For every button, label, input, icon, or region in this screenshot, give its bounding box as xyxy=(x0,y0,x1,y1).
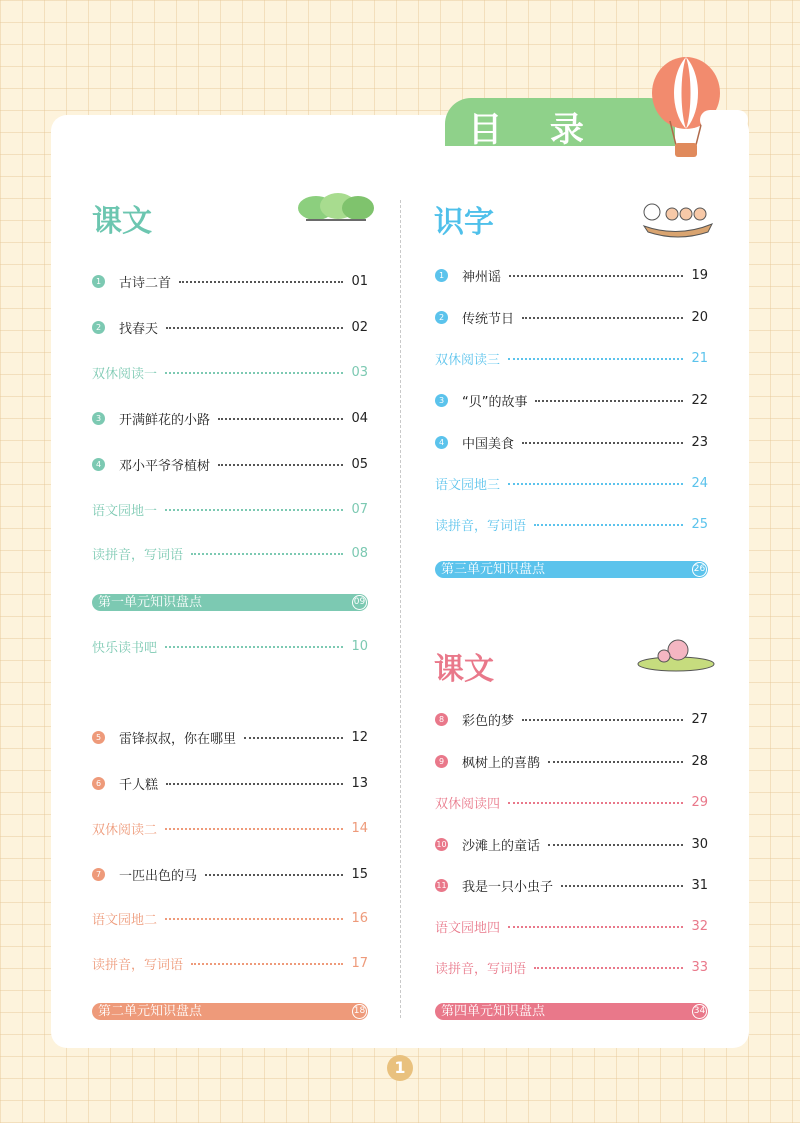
toc-row[interactable] xyxy=(92,409,368,427)
lesson-number-badge: 10 xyxy=(436,839,447,849)
toc-entry-page: 20 xyxy=(691,309,708,325)
lesson-number-badge: 2 xyxy=(435,311,448,324)
toc-row[interactable] xyxy=(92,272,368,290)
toc-entry-page: 21 xyxy=(691,350,708,366)
toc-entry-label: 双休阅读三 xyxy=(435,352,501,368)
column-divider xyxy=(400,200,401,1018)
toc-entry-label: 古诗二首 xyxy=(119,275,172,291)
dot-leader xyxy=(548,761,683,763)
toc-entry-label: 我是一只小虫子 xyxy=(462,879,554,895)
dot-leader xyxy=(191,553,343,555)
toc-entry-page: 32 xyxy=(691,918,708,934)
toc-row[interactable] xyxy=(92,363,368,381)
toc-row[interactable] xyxy=(435,876,708,894)
toc-row[interactable] xyxy=(92,637,368,655)
toc-entry-label: 彩色的梦 xyxy=(462,713,515,729)
toc-entry-label: 千人糕 xyxy=(119,777,159,793)
toc-row[interactable] xyxy=(92,500,368,518)
toc-entry-label: 语文园地四 xyxy=(435,920,501,936)
unit-review-label: 第三单元知识盘点 xyxy=(441,562,546,577)
toc-entry-label: 双休阅读四 xyxy=(435,796,501,812)
dot-leader xyxy=(165,509,343,511)
toc-entry-label: 枫树上的喜鹊 xyxy=(462,755,541,771)
lesson-number-badge: 3 xyxy=(92,412,105,425)
unit-review-bar[interactable] xyxy=(92,594,368,611)
toc-entry-page: 14 xyxy=(351,820,368,836)
dot-leader xyxy=(548,844,683,846)
toc-entry-page: 02 xyxy=(351,319,368,335)
dot-leader xyxy=(561,885,683,887)
lesson-number-badge: 6 xyxy=(92,777,105,790)
dot-leader xyxy=(165,646,343,648)
unit-review-label: 第一单元知识盘点 xyxy=(98,595,203,610)
toc-entry-page: 22 xyxy=(691,392,708,408)
toc-entry-label: 读拼音，写词语 xyxy=(435,961,527,977)
toc-entry-page: 01 xyxy=(351,273,368,289)
unit-review-label: 第二单元知识盘点 xyxy=(98,1004,203,1019)
unit-review-label: 第四单元知识盘点 xyxy=(441,1004,546,1019)
dot-leader xyxy=(165,918,343,920)
toc-row[interactable] xyxy=(435,835,708,853)
toc-row[interactable] xyxy=(435,515,708,533)
dot-leader xyxy=(218,464,343,466)
lesson-number-badge: 9 xyxy=(435,755,448,768)
toc-entry-page: 15 xyxy=(351,866,368,882)
toc-entry-page: 07 xyxy=(351,501,368,517)
toc-entry-label: 读拼音，写词语 xyxy=(92,957,184,973)
dot-leader xyxy=(508,926,683,928)
dot-leader xyxy=(534,967,683,969)
toc-entry-page: 10 xyxy=(351,638,368,654)
toc-entry-label: 雷锋叔叔，你在哪里 xyxy=(119,731,237,747)
toc-entry-page: 30 xyxy=(691,836,708,852)
toc-entry-page: 23 xyxy=(691,434,708,450)
dot-leader xyxy=(535,400,683,402)
dot-leader xyxy=(522,317,683,319)
toc-entry-label: 找春天 xyxy=(119,321,159,337)
lesson-number-badge: 1 xyxy=(92,275,105,288)
toc-entry-page: 17 xyxy=(351,955,368,971)
toc-row[interactable] xyxy=(92,865,368,883)
unit-review-bar[interactable] xyxy=(92,1003,368,1020)
dot-leader xyxy=(165,828,343,830)
lesson-number-badge: 1 xyxy=(435,269,448,282)
lesson-number-badge: 4 xyxy=(92,458,105,471)
toc-entry-label: 读拼音，写词语 xyxy=(92,547,184,563)
toc-entry-label: 读拼音，写词语 xyxy=(435,518,527,534)
lesson-number-badge: 4 xyxy=(435,436,448,449)
toc-entry-page: 19 xyxy=(691,267,708,283)
toc-entry-label: 语文园地二 xyxy=(92,912,158,928)
toc-entry-label: 一匹出色的马 xyxy=(119,868,198,884)
toc-row[interactable] xyxy=(435,958,708,976)
section-title-kewen-1: 课文 xyxy=(92,204,152,239)
dot-leader xyxy=(205,874,343,876)
toc-entry-page: 03 xyxy=(351,364,368,380)
toc-entry-page: 16 xyxy=(351,910,368,926)
section-title-kewen-2: 课文 xyxy=(434,652,494,687)
unit-review-page: 26 xyxy=(692,562,707,577)
toc-entry-label: “贝”的故事 xyxy=(462,394,528,410)
toc-entry-page: 27 xyxy=(691,711,708,727)
lesson-number-badge: 2 xyxy=(92,321,105,334)
toc-row[interactable] xyxy=(435,308,708,326)
dot-leader xyxy=(165,372,343,374)
lesson-number-badge: 7 xyxy=(92,868,105,881)
dot-leader xyxy=(508,358,683,360)
contents-title-tab xyxy=(445,98,675,150)
toc-row[interactable] xyxy=(435,266,708,284)
toc-entry-page: 33 xyxy=(691,959,708,975)
dot-leader xyxy=(179,281,343,283)
lesson-number-badge: 11 xyxy=(436,880,447,890)
toc-row[interactable] xyxy=(435,391,708,409)
section-title-shizi: 识字 xyxy=(434,205,494,240)
toc-entry-label: 语文园地一 xyxy=(92,503,158,519)
unit-review-page: 18 xyxy=(352,1004,367,1019)
toc-row[interactable] xyxy=(435,752,708,770)
toc-row[interactable] xyxy=(92,954,368,972)
unit-review-bar[interactable] xyxy=(435,1003,708,1020)
toc-entry-label: 邓小平爷爷植树 xyxy=(119,458,211,474)
toc-entry-page: 31 xyxy=(691,877,708,893)
dot-leader xyxy=(522,719,683,721)
toc-entry-label: 快乐读书吧 xyxy=(92,640,158,656)
toc-entry-page: 04 xyxy=(351,410,368,426)
lesson-number-badge: 8 xyxy=(435,713,448,726)
unit-review-bar[interactable] xyxy=(435,561,708,578)
dragon-boat-icon xyxy=(640,192,716,240)
dot-leader xyxy=(508,802,683,804)
toc-row[interactable] xyxy=(92,544,368,562)
toc-entry-page: 24 xyxy=(691,475,708,491)
dot-leader xyxy=(522,442,683,444)
dot-leader xyxy=(244,737,343,739)
toc-row[interactable] xyxy=(92,455,368,473)
page-number: 1 xyxy=(387,1055,413,1081)
toc-row[interactable] xyxy=(92,728,368,746)
toc-entry-label: 语文园地三 xyxy=(435,477,501,493)
dot-leader xyxy=(191,963,343,965)
toc-entry-page: 25 xyxy=(691,516,708,532)
toc-row[interactable] xyxy=(435,433,708,451)
dot-leader xyxy=(166,783,343,785)
toc-entry-label: 沙滩上的童话 xyxy=(462,838,541,854)
toc-entry-label: 中国美食 xyxy=(462,436,515,452)
toc-entry-label: 双休阅读二 xyxy=(92,822,158,838)
page-title: 目 录 xyxy=(468,110,602,150)
cloud-decoration xyxy=(700,110,748,130)
dot-leader xyxy=(534,524,683,526)
toc-entry-label: 开满鲜花的小路 xyxy=(119,412,211,428)
willow-trees-icon xyxy=(296,190,376,230)
toc-row[interactable] xyxy=(435,917,708,935)
dot-leader xyxy=(218,418,343,420)
toc-entry-page: 13 xyxy=(351,775,368,791)
toc-row[interactable] xyxy=(435,793,708,811)
toc-entry-page: 12 xyxy=(351,729,368,745)
toc-row[interactable] xyxy=(92,318,368,336)
toc-row[interactable] xyxy=(92,819,368,837)
caterpillar-leaf-icon xyxy=(634,638,718,674)
dot-leader xyxy=(508,483,683,485)
toc-entry-page: 05 xyxy=(351,456,368,472)
unit-review-page: 09 xyxy=(352,595,367,610)
toc-entry-page: 29 xyxy=(691,794,708,810)
toc-row[interactable] xyxy=(435,710,708,728)
toc-entry-page: 08 xyxy=(351,545,368,561)
toc-entry-page: 28 xyxy=(691,753,708,769)
toc-row[interactable] xyxy=(92,774,368,792)
toc-entry-label: 双休阅读一 xyxy=(92,366,158,382)
toc-entry-label: 神州谣 xyxy=(462,269,502,285)
toc-row[interactable] xyxy=(92,909,368,927)
toc-row[interactable] xyxy=(435,474,708,492)
dot-leader xyxy=(509,275,683,277)
lesson-number-badge: 5 xyxy=(92,731,105,744)
toc-entry-label: 传统节日 xyxy=(462,311,515,327)
lesson-number-badge: 3 xyxy=(435,394,448,407)
unit-review-page: 34 xyxy=(692,1004,707,1019)
toc-row[interactable] xyxy=(435,349,708,367)
dot-leader xyxy=(166,327,343,329)
